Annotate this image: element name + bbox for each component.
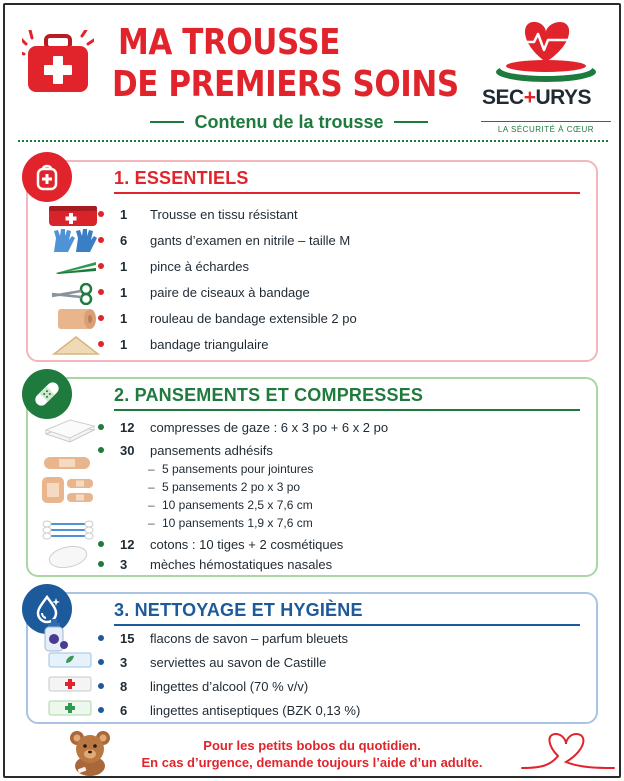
sub-item-text: 10 pansements 2,5 x 7,6 cm xyxy=(162,498,313,512)
tweezers-icon xyxy=(52,258,100,276)
triangle-bandage-icon xyxy=(52,334,100,356)
item-text: gants d’examen en nitrile – taille M xyxy=(150,233,351,248)
sub-item-text: 5 pansements 2 po x 3 po xyxy=(162,480,301,494)
section-3-title: 3. NETTOYAGE ET HYGIÈNE xyxy=(114,600,363,620)
bullet xyxy=(98,447,104,453)
sub-item-text: 10 pansements 1,9 x 7,6 cm xyxy=(162,516,313,530)
list-item xyxy=(98,311,357,326)
adhesive-bandages-icon xyxy=(40,455,96,513)
secourys-logo-icon xyxy=(476,14,616,134)
heart-line-icon xyxy=(520,728,616,772)
bullet xyxy=(98,424,104,430)
item-text: serviettes au savon de Castille xyxy=(150,655,327,670)
section-2-title: 2. PANSEMENTS ET COMPRESSES xyxy=(114,385,424,405)
item-quantity: 1 xyxy=(120,311,128,326)
item-text: lingettes antiseptiques (BZK 0,13 %) xyxy=(150,703,361,718)
item-quantity: 15 xyxy=(120,631,135,646)
bullet xyxy=(98,211,104,217)
bullet xyxy=(98,635,104,641)
backpack-cross-icon xyxy=(32,162,62,192)
item-text: rouleau de bandage extensible 2 po xyxy=(150,311,357,326)
alcohol-wipe-icon xyxy=(48,675,92,693)
list-item xyxy=(98,443,273,458)
list-item xyxy=(98,679,308,694)
antiseptic-wipe-icon xyxy=(48,699,92,717)
first-aid-kit-icon xyxy=(22,30,94,96)
item-text: paire de ciseaux à bandage xyxy=(150,285,310,300)
kit-pouch-icon xyxy=(47,202,101,228)
list-item xyxy=(98,631,348,646)
item-quantity: 6 xyxy=(120,233,128,248)
item-quantity: 1 xyxy=(120,337,128,352)
logo-name xyxy=(482,86,591,110)
item-quantity: 6 xyxy=(120,703,128,718)
item-quantity: 1 xyxy=(120,207,128,222)
cotton-swabs-icon xyxy=(42,518,94,540)
bullet xyxy=(98,315,104,321)
logo-name-part1: SEC xyxy=(482,86,524,109)
cotton-pad-icon xyxy=(46,544,90,570)
section-1-rule xyxy=(114,192,580,194)
bullet xyxy=(98,683,104,689)
footer-line-1: Pour les petits bobos du quotidien. xyxy=(203,738,421,753)
section-1-badge xyxy=(22,152,72,202)
sub-item: – 10 pansements 2,5 x 7,6 cm xyxy=(148,498,313,512)
subtitle-dash-right xyxy=(394,121,428,123)
title-line-2: DE PREMIERS SOINS xyxy=(112,64,459,105)
item-text: flacons de savon – parfum bleuets xyxy=(150,631,349,646)
item-quantity: 3 xyxy=(120,557,128,572)
item-text: pansements adhésifs xyxy=(150,443,273,458)
gloves-icon xyxy=(50,228,100,254)
scissors-icon xyxy=(50,283,98,305)
list-item xyxy=(98,703,360,718)
subtitle-row xyxy=(114,111,464,133)
item-quantity: 1 xyxy=(120,285,128,300)
section-1-title: 1. ESSENTIELS xyxy=(114,168,249,188)
footer-line-2: En cas d’urgence, demande toujours l’aide d’un adulte. xyxy=(141,755,483,770)
item-text: mèches hémostatiques nasales xyxy=(150,557,333,572)
list-item xyxy=(98,259,249,274)
gauze-icon xyxy=(42,416,96,448)
title-line-1: MA TROUSSE xyxy=(118,22,341,63)
item-text: bandage triangulaire xyxy=(150,337,269,352)
item-text: cotons : 10 tiges + 2 cosmétiques xyxy=(150,537,344,552)
section-2-rule xyxy=(114,409,580,411)
bullet xyxy=(98,289,104,295)
subtitle: Contenu de la trousse xyxy=(194,111,384,132)
bullet xyxy=(98,263,104,269)
plaster-icon xyxy=(30,377,64,411)
soap-towelette-icon xyxy=(48,651,92,669)
list-item xyxy=(98,557,332,572)
section-2-badge xyxy=(22,369,72,419)
list-item xyxy=(98,207,298,222)
item-text: Trousse en tissu résistant xyxy=(150,207,298,222)
list-item xyxy=(98,420,388,435)
sub-item: – 10 pansements 1,9 x 7,6 cm xyxy=(148,516,313,530)
item-quantity: 30 xyxy=(120,443,135,458)
item-text: compresses de gaze : 6 x 3 po + 6 x 2 po xyxy=(150,420,389,435)
item-quantity: 12 xyxy=(120,420,135,435)
logo-name-plus: + xyxy=(523,86,536,109)
soap-bottle-icon xyxy=(40,618,70,652)
list-item xyxy=(98,233,350,248)
item-quantity: 1 xyxy=(120,259,128,274)
list-item xyxy=(98,285,310,300)
bullet xyxy=(98,341,104,347)
bullet xyxy=(98,659,104,665)
logo-tagline: LA SÉCURITÉ À CŒUR xyxy=(481,121,611,134)
item-quantity: 12 xyxy=(120,537,135,552)
bullet xyxy=(98,561,104,567)
list-item xyxy=(98,337,269,352)
logo-name-part2: URYS xyxy=(535,86,592,109)
bandage-roll-icon xyxy=(54,306,98,332)
item-quantity: 3 xyxy=(120,655,128,670)
bullet xyxy=(98,707,104,713)
list-item xyxy=(98,655,326,670)
item-text: pince à échardes xyxy=(150,259,250,274)
sub-item: – 5 pansements pour jointures xyxy=(148,462,314,476)
bullet xyxy=(98,237,104,243)
list-item xyxy=(98,537,343,552)
item-text: lingettes d’alcool (70 % v/v) xyxy=(150,679,309,694)
sub-item-text: 5 pansements pour jointures xyxy=(162,462,314,476)
section-3-rule xyxy=(114,624,580,626)
item-quantity: 8 xyxy=(120,679,128,694)
header-separator xyxy=(18,140,608,142)
subtitle-dash-left xyxy=(150,121,184,123)
bullet xyxy=(98,541,104,547)
sub-item: – 5 pansements 2 po x 3 po xyxy=(148,480,301,494)
